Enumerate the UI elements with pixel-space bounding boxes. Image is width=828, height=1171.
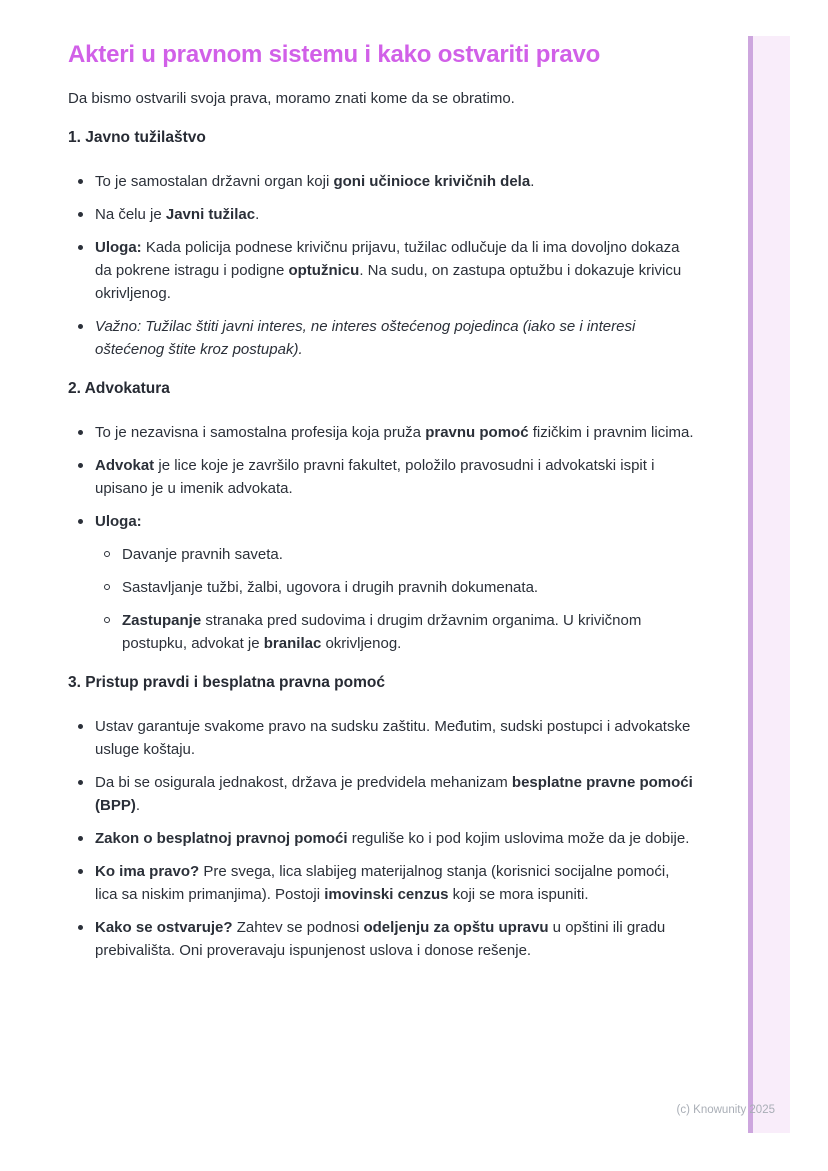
text-segment: branilac xyxy=(263,635,322,652)
text-segment: optužnicu xyxy=(288,262,360,279)
text-segment: okrivljenog. xyxy=(321,635,402,652)
bullet-list xyxy=(68,715,694,962)
list-item xyxy=(95,916,694,962)
text-segment: u opštini ili gradu prebivališta. Oni proveravaju ispunjenost uslova i donose rešenje. xyxy=(95,919,666,959)
list-item xyxy=(95,236,694,305)
list-item xyxy=(95,454,694,500)
page-title: Akteri u pravnom sistemu i kako ostvariti pravo xyxy=(68,41,601,68)
text-segment: Davanje pravnih saveta. xyxy=(122,546,283,563)
text-segment: koji se mora ispuniti. xyxy=(448,886,589,903)
text-segment: . xyxy=(255,206,260,223)
list-item xyxy=(95,827,694,850)
section-heading: 1. Javno tužilaštvo xyxy=(68,129,206,146)
list-item xyxy=(122,609,694,655)
text-segment: Advokat xyxy=(95,457,155,474)
text-segment: Uloga: xyxy=(95,239,142,256)
text-segment: Pre svega, lica slabijeg materijalnog stanja (korisnici socijalne pomoći, lica sa niskim primanjima). Postoji xyxy=(95,863,670,903)
text-segment: . Na sudu, on zastupa optužbu i dokazuje krivicu okrivljenog. xyxy=(95,262,682,302)
text-segment: . xyxy=(530,173,535,190)
text-segment: Zastupanje xyxy=(122,612,202,629)
decorative-stripe xyxy=(748,36,790,1133)
text-segment: stranaka pred sudovima i drugim državnim organima. U krivičnom postupku, advokat je xyxy=(122,612,642,652)
text-segment: Sastavljanje tužbi, žalbi, ugovora i drugih pravnih dokumenata. xyxy=(122,579,539,596)
sections-container xyxy=(68,128,694,962)
text-segment: Kada policija podnese krivičnu prijavu, tužilac odlučuje da li ima dovoljno dokaza da pokrene istragu i podigne xyxy=(95,239,680,279)
text-segment: pravnu pomoć xyxy=(425,424,529,441)
document-content xyxy=(68,0,694,972)
list-item xyxy=(95,421,694,444)
text-segment: Javni tužilac xyxy=(165,206,256,223)
text-segment: je lice koje je završilo pravni fakultet, položilo pravosudni i advokatski ispit i upisano je u imenik advokata. xyxy=(95,457,655,497)
text-segment: To je samostalan državni organ koji xyxy=(95,173,334,190)
bullet-list xyxy=(68,421,694,655)
text-segment: Ko ima pravo? xyxy=(95,863,200,880)
text-segment: Uloga: xyxy=(95,513,142,530)
text-segment: Zakon o besplatnoj pravnoj pomoći xyxy=(95,830,348,847)
text-segment: reguliše ko i pod kojim uslovima može da je dobije. xyxy=(347,830,690,847)
text-segment: Zahtev se podnosi xyxy=(232,919,364,936)
text-segment: besplatne pravne pomoći (BPP) xyxy=(95,774,693,814)
bullet-list xyxy=(68,170,694,361)
list-item xyxy=(95,715,694,761)
list-item xyxy=(122,543,694,566)
text-segment: To je nezavisna i samostalna profesija koja pruža xyxy=(95,424,426,441)
section-heading: 3. Pristup pravdi i besplatna pravna pomoć xyxy=(68,674,385,691)
text-segment: goni učinioce krivičnih dela xyxy=(333,173,531,190)
text-segment: . xyxy=(135,797,141,814)
list-item xyxy=(95,860,694,906)
text-segment: fizičkim i pravnim licima. xyxy=(528,424,694,441)
text-segment: Da bi se osigurala jednakost, država je predvidela mehanizam xyxy=(95,774,512,791)
text-segment: imovinski cenzus xyxy=(324,886,449,903)
list-item xyxy=(95,510,694,655)
list-item xyxy=(95,203,694,226)
text-segment: odeljenju za opštu upravu xyxy=(363,919,549,936)
intro-paragraph: Da bismo ostvarili svoja prava, moramo znati kome da se obratimo. xyxy=(68,90,515,107)
text-segment: Ustav garantuje svakome pravo na sudsku zaštitu. Međutim, sudski postupci i advokatske usluge koštaju. xyxy=(95,718,691,758)
copyright-footer: (c) Knowunity 2025 xyxy=(676,1104,775,1116)
list-item xyxy=(95,170,694,193)
bullet-list xyxy=(95,543,694,655)
section-heading: 2. Advokatura xyxy=(68,380,170,397)
text-segment: Na čelu je xyxy=(95,206,166,223)
list-item xyxy=(95,771,694,817)
list-item xyxy=(95,315,694,361)
text-segment: Važno: Tužilac štiti javni interes, ne interes oštećenog pojedinca (iako se i interesi oštećenog štite kroz postupak). xyxy=(95,318,636,358)
list-item xyxy=(122,576,694,599)
text-segment: Kako se ostvaruje? xyxy=(95,919,233,936)
